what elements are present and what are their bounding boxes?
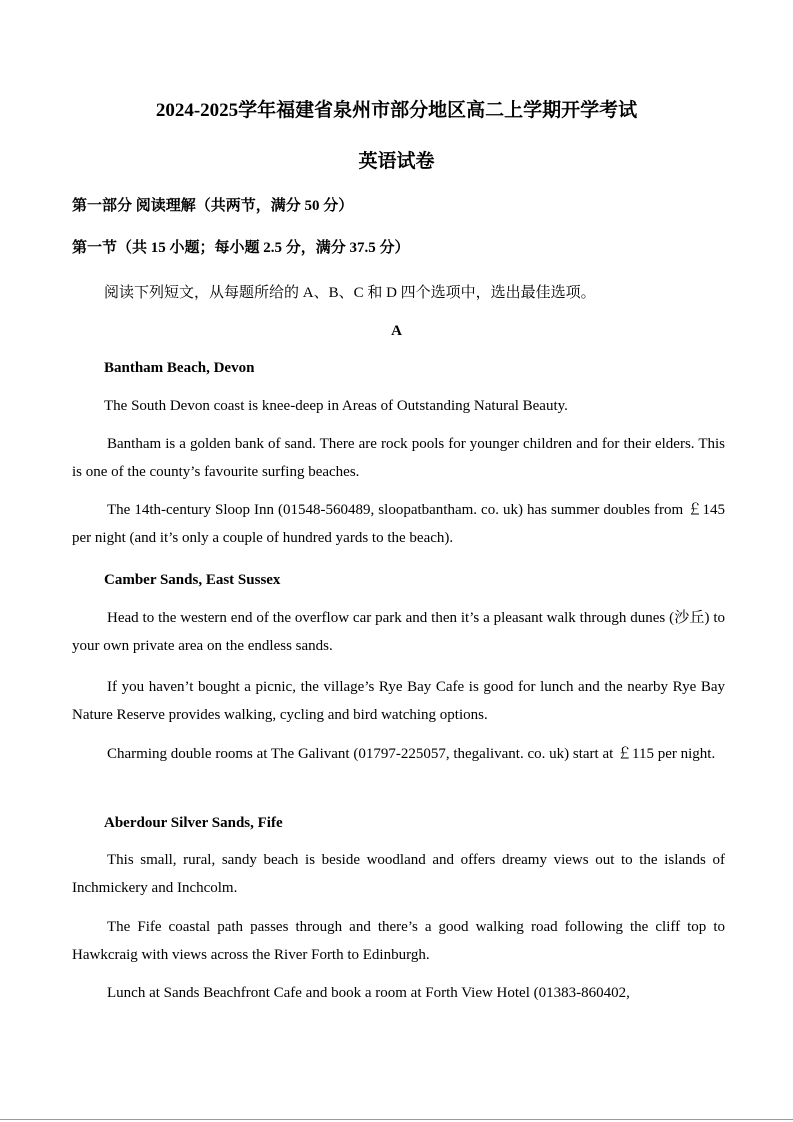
beach-heading-aberdour: Aberdour Silver Sands, Fife [104, 815, 283, 831]
paragraph: The Fife coastal path passes through and there’s a good walking road following the cliff top to Hawkcraig with views across the River Forth to Edinburgh. [72, 919, 725, 963]
part-heading: 第一部分 阅读理解（共两节，满分 50 分） [72, 198, 354, 214]
paragraph: Bantham is a golden bank of sand. There are rock pools for younger children and for their elders. This is one of the county’s favourite surfing beaches. [72, 436, 725, 480]
paragraph: Charming double rooms at The Galivant (01797-225057, thegalivant. co. uk) start at ￡115 per night. [107, 746, 716, 762]
paragraph: The South Devon coast is knee-deep in Areas of Outstanding Natural Beauty. [104, 398, 568, 414]
paragraph: This small, rural, sandy beach is beside woodland and offers dreamy views out to the islands of Inchmickery and Inchcolm. [72, 852, 725, 896]
passage-label: A [391, 323, 402, 339]
paragraph: Lunch at Sands Beachfront Cafe and book a room at Forth View Hotel (01383-860402, [107, 985, 630, 1001]
paragraph: The 14th-century Sloop Inn (01548-560489, sloopatbantham. co. uk) has summer doubles from ￡145 per night (and it’s only a couple of hundred yards to the beach). [72, 502, 725, 546]
exam-title: 2024-2025学年福建省泉州市部分地区高二上学期开学考试 [155, 100, 638, 121]
paragraph: If you haven’t bought a picnic, the village’s Rye Bay Cafe is good for lunch and the nearby Rye Bay Nature Reserve provides walking, cycling and bird watching options. [72, 679, 725, 723]
exam-subtitle: 英语试卷 [358, 151, 435, 172]
instruction-text: 阅读下列短文，从每题所给的 A、B、C 和 D 四个选项中，选出最佳选项。 [104, 285, 596, 301]
beach-heading-camber: Camber Sands, East Sussex [104, 572, 281, 588]
beach-heading-bantham: Bantham Beach, Devon [104, 360, 255, 376]
paragraph: Head to the western end of the overflow car park and then it’s a pleasant walk through dunes (沙丘) to your own private area on the endless sands. [72, 610, 725, 654]
section-heading: 第一节（共 15 小题；每小题 2.5 分，满分 37.5 分） [72, 240, 410, 256]
page-divider [0, 1119, 793, 1120]
